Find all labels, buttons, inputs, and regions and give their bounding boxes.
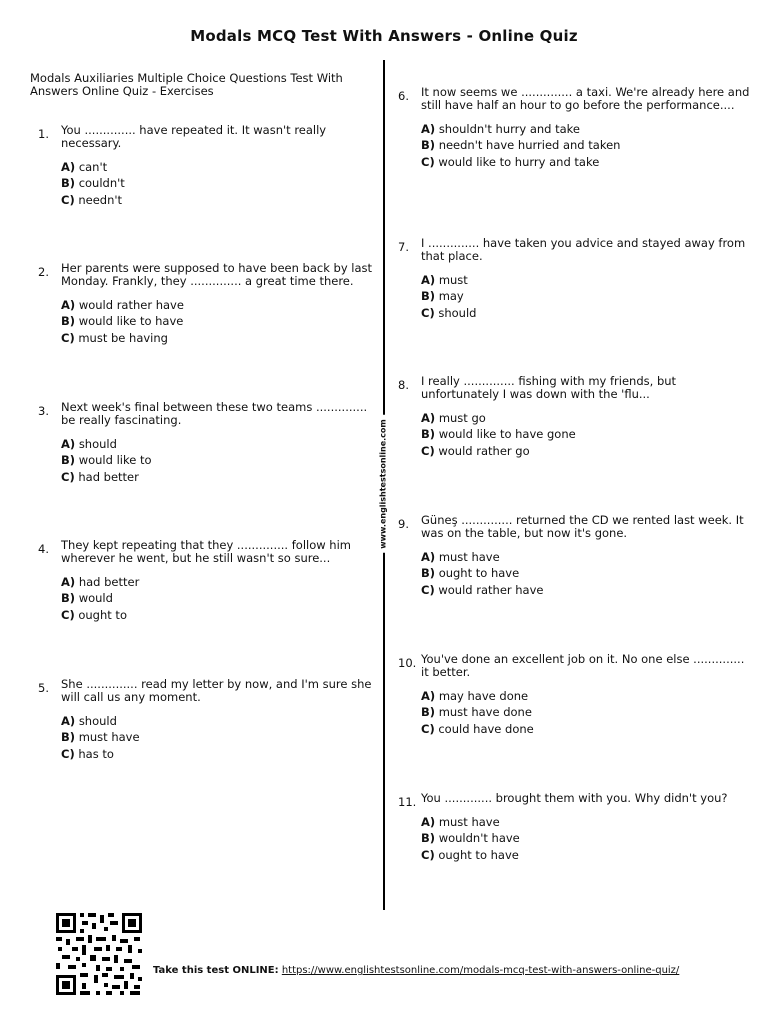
question-9 [398,513,751,598]
question-6 [398,85,751,170]
option-letter: B) [421,427,436,442]
option-text: needn't [78,192,123,207]
answer-options [61,297,379,346]
question-number: 1. [38,127,49,141]
answer-option[interactable] [421,688,751,704]
option-text: should [78,714,117,728]
option-text: would [78,591,113,606]
option-letter: A) [61,298,76,312]
question-stem: You .............. have repeated it. It wasn't really necessary. [61,123,327,150]
question-stem: Her parents were supposed to have been back by last Monday. Frankly, they .............. a great time there. [61,261,373,288]
answer-option[interactable] [421,121,751,137]
option-text: must have done [438,705,532,720]
option-text: must be having [78,330,168,345]
question-4 [38,538,379,623]
answer-option[interactable] [61,574,379,590]
option-letter: A) [421,411,436,425]
answer-option[interactable] [421,272,751,288]
option-text: ought to [78,607,127,622]
question-number: 5. [38,681,49,695]
answer-option[interactable] [421,443,751,459]
option-text: would like to have gone [438,427,576,442]
option-text: would rather have [78,298,184,312]
option-text: would like to [78,453,152,468]
answer-options [421,410,751,459]
option-text: should [78,437,117,451]
question-number: 8. [398,378,409,392]
option-letter: A) [61,160,76,174]
option-text: may [438,289,464,304]
option-letter: A) [61,437,76,451]
site-watermark-label: www.englishtestsonline.com [379,415,388,553]
question-8 [398,374,751,459]
answer-option[interactable] [421,305,751,321]
option-letter: B) [421,566,436,581]
answer-option[interactable] [61,590,379,606]
answer-option[interactable] [421,137,751,153]
option-letter: A) [421,689,436,703]
answer-option[interactable] [61,607,379,623]
answer-option[interactable] [421,704,751,720]
option-letter: C) [421,305,435,320]
question-5 [38,677,379,762]
answer-option[interactable] [61,159,379,175]
answer-options [61,574,379,623]
question-7 [398,236,751,321]
option-text: couldn't [78,176,125,191]
answer-options [61,436,379,485]
option-letter: B) [421,705,436,720]
answer-option[interactable] [421,426,751,442]
page-title: Modals MCQ Test With Answers - Online Quiz [190,27,578,45]
option-letter: C) [421,847,435,862]
question-2 [38,261,379,346]
option-text: ought to have [438,566,520,581]
answer-option[interactable] [61,469,379,485]
answer-option[interactable] [421,582,751,598]
option-letter: C) [421,582,435,597]
online-link-text [153,965,713,977]
option-letter: A) [421,815,436,829]
option-text: would like to hurry and take [438,154,600,169]
option-text: would rather have [438,582,544,597]
option-text: can't [78,160,108,174]
question-stem: You've done an excellent job on it. No one else .............. it better. [421,652,745,679]
option-text: shouldn't hurry and take [438,122,580,136]
question-stem: Next week's final between these two teams .............. be really fascinating. [61,400,368,427]
question-stem: Güneş .............. returned the CD we rented last week. It was on the table, but now it's gone. [421,513,744,540]
answer-options [421,814,751,863]
answer-option[interactable] [421,410,751,426]
option-text: should [438,305,477,320]
question-number: 10. [398,656,417,670]
answer-options [421,121,751,170]
option-letter: B) [61,730,76,745]
question-number: 3. [38,404,49,418]
question-stem: I really .............. fishing with my friends, but unfortunately I was down with the 'flu... [421,374,677,401]
option-text: may have done [438,689,529,703]
answer-option[interactable] [61,175,379,191]
option-letter: B) [421,289,436,304]
intro-text: Modals Auxiliaries Multiple Choice Questions Test With Answers Online Quiz - Exercises [30,71,343,98]
option-letter: B) [421,138,436,153]
option-letter: B) [61,176,76,191]
question-10 [398,652,751,737]
answer-options [61,713,379,762]
question-1 [38,123,379,208]
option-letter: C) [61,746,75,761]
option-letter: C) [61,469,75,484]
answer-option[interactable] [421,565,751,581]
answer-option[interactable] [61,729,379,745]
option-letter: B) [61,453,76,468]
option-letter: A) [421,550,436,564]
option-letter: C) [421,721,435,736]
option-letter: A) [61,714,76,728]
answer-option[interactable] [421,814,751,830]
option-letter: A) [61,575,76,589]
option-letter: C) [61,192,75,207]
answer-options [421,688,751,737]
option-text: had better [78,575,140,589]
question-number: 7. [398,240,409,254]
option-text: had better [78,469,139,484]
option-text: must [438,273,468,287]
answer-options [421,272,751,321]
option-letter: A) [421,122,436,136]
question-stem: You ............. brought them with you. Why didn't you? [421,791,728,805]
option-text: has to [78,746,114,761]
answer-option[interactable] [421,830,751,846]
answer-option[interactable] [61,746,379,762]
question-number: 2. [38,265,49,279]
question-stem: I .............. have taken you advice and stayed away from that place. [421,236,746,263]
option-letter: C) [421,154,435,169]
answer-options [421,549,751,598]
answer-options [61,159,379,208]
option-text: needn't have hurried and taken [438,138,621,153]
question-stem: She .............. read my letter by now, and I'm sure she will call us any moment. [61,677,372,704]
answer-option[interactable] [421,549,751,565]
answer-option[interactable] [421,847,751,863]
answer-option[interactable] [421,288,751,304]
option-letter: B) [61,591,76,606]
option-letter: B) [61,314,76,329]
option-text: would rather go [438,443,530,458]
question-stem: They kept repeating that they .............. follow him wherever he went, but he still wasn't so sure... [61,538,351,565]
option-letter: C) [61,607,75,622]
option-text: wouldn't have [438,831,520,846]
answer-option[interactable] [61,192,379,208]
question-3 [38,400,379,485]
option-text: must go [438,411,486,425]
answer-option[interactable] [421,154,751,170]
online-label: Take this test ONLINE: [153,965,279,976]
answer-option[interactable] [61,330,379,346]
quiz-url-link[interactable]: https://www.englishtestsonline.com/modals-mcq-test-with-answers-online-quiz/ [281,965,680,976]
question-number: 9. [398,517,409,531]
answer-option[interactable] [61,313,379,329]
question-stem: It now seems we .............. a taxi. We're already here and still have half an hour to go before the performance.... [421,85,750,112]
question-number: 11. [398,795,417,809]
option-text: must have [438,815,500,829]
question-number: 6. [398,89,409,103]
option-letter: C) [61,330,75,345]
option-text: could have done [438,721,534,736]
option-text: must have [78,730,140,745]
option-text: would like to have [78,314,184,329]
answer-option[interactable] [421,721,751,737]
answer-option[interactable] [61,436,379,452]
answer-option[interactable] [61,452,379,468]
question-number: 4. [38,542,49,556]
answer-option[interactable] [61,297,379,313]
option-letter: B) [421,831,436,846]
option-letter: A) [421,273,436,287]
qr-code[interactable] [54,911,144,997]
question-11 [398,791,751,863]
option-letter: C) [421,443,435,458]
option-text: must have [438,550,500,564]
answer-option[interactable] [61,713,379,729]
option-text: ought to have [438,847,519,862]
